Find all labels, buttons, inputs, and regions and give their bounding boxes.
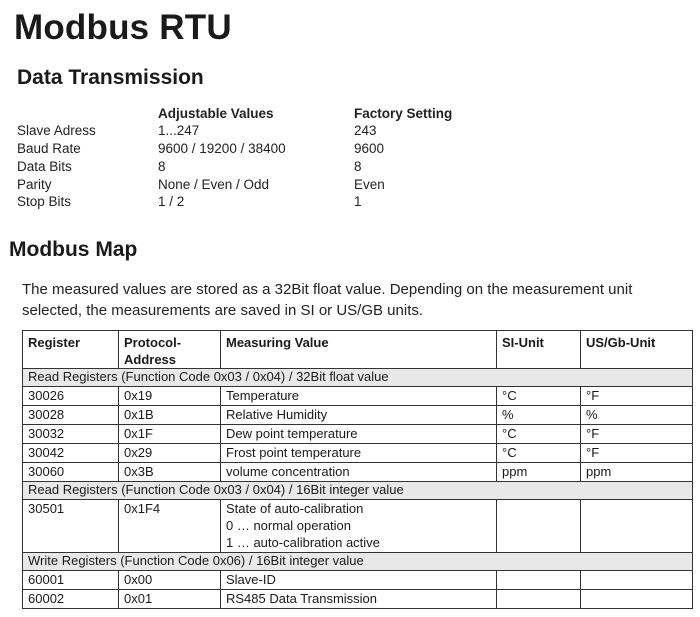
cell-si: %	[497, 406, 581, 425]
row-adjustable: 1...247	[158, 123, 200, 138]
row-label: Slave Adress	[17, 123, 96, 138]
row-adjustable: 9600 / 19200 / 38400	[158, 141, 286, 156]
cell-si: °C	[497, 425, 581, 444]
cell-address: 0x01	[119, 590, 221, 609]
cell-us: °F	[581, 387, 693, 406]
row-label: Data Bits	[17, 159, 72, 174]
table-row	[23, 571, 693, 590]
header-protocol-line1: Protocol-	[124, 335, 182, 350]
cell-value: volume concentration	[221, 463, 497, 482]
section-row	[23, 482, 693, 500]
cell-si	[497, 571, 581, 590]
header-measuring-value: Measuring Value	[221, 331, 497, 369]
col-factory-header: Factory Setting	[354, 106, 453, 121]
modbus-map-heading: Modbus Map	[9, 238, 138, 261]
table-row	[23, 387, 693, 406]
table-header-row	[23, 331, 693, 369]
cell-register: 60001	[23, 571, 119, 590]
cell-us: %	[581, 406, 693, 425]
cell-register: 30026	[23, 387, 119, 406]
header-us-unit: US/Gb-Unit	[581, 331, 693, 369]
cell-value: Relative Humidity	[221, 406, 497, 425]
modbus-map-table	[22, 330, 693, 609]
table-row	[23, 425, 693, 444]
cell-us: °F	[581, 425, 693, 444]
page-title: Modbus RTU	[14, 8, 232, 47]
modbus-map-intro: The measured values are stored as a 32Bit float value. Depending on the measurement unit selected, the measurements are saved in SI or US/GB units.	[22, 281, 633, 319]
cell-value-line: 0 … normal operation	[226, 518, 352, 533]
table-row	[23, 444, 693, 463]
table-row	[23, 590, 693, 609]
header-protocol-line2: Address	[124, 352, 177, 367]
cell-register: 30042	[23, 444, 119, 463]
row-factory: 8	[354, 159, 362, 174]
row-adjustable: 1 / 2	[158, 194, 185, 209]
cell-register: 30028	[23, 406, 119, 425]
table-row	[23, 463, 693, 482]
cell-si	[497, 500, 581, 553]
cell-us	[581, 500, 693, 553]
row-factory: 9600	[354, 141, 385, 156]
cell-address: 0x29	[119, 444, 221, 463]
header-si-unit: SI-Unit	[497, 331, 581, 369]
cell-address: 0x00	[119, 571, 221, 590]
section-row	[23, 369, 693, 387]
row-label: Baud Rate	[17, 141, 81, 156]
section-title: Write Registers (Function Code 0x06) / 16Bit integer value	[23, 553, 693, 571]
cell-address: 0x19	[119, 387, 221, 406]
row-factory: 243	[354, 123, 377, 138]
section-title: Read Registers (Function Code 0x03 / 0x04) / 16Bit integer value	[23, 482, 693, 500]
cell-value-line: State of auto-calibration	[226, 501, 364, 516]
header-protocol-address	[119, 331, 221, 369]
cell-address: 0x1F	[119, 425, 221, 444]
cell-value: Frost point temperature	[221, 444, 497, 463]
cell-address: 0x3B	[119, 463, 221, 482]
cell-us	[581, 590, 693, 609]
cell-address: 0x1F4	[119, 500, 221, 553]
cell-si	[497, 590, 581, 609]
row-label: Stop Bits	[17, 194, 72, 209]
cell-register: 30501	[23, 500, 119, 553]
table-row	[23, 500, 693, 553]
cell-register: 30060	[23, 463, 119, 482]
cell-si: °C	[497, 444, 581, 463]
cell-register: 60002	[23, 590, 119, 609]
table-row	[23, 406, 693, 425]
cell-us	[581, 571, 693, 590]
col-adjustable-header: Adjustable Values	[158, 106, 274, 121]
data-transmission-heading: Data Transmission	[17, 66, 204, 89]
row-factory: 1	[354, 194, 362, 209]
header-register: Register	[23, 331, 119, 369]
cell-value	[221, 500, 497, 553]
section-row	[23, 553, 693, 571]
cell-value: Temperature	[221, 387, 497, 406]
cell-value-line: 1 … auto-calibration active	[226, 535, 380, 550]
cell-address: 0x1B	[119, 406, 221, 425]
section-title: Read Registers (Function Code 0x03 / 0x04) / 32Bit float value	[23, 369, 693, 387]
row-label: Parity	[17, 177, 52, 192]
cell-value: Slave-ID	[221, 571, 497, 590]
cell-si: °C	[497, 387, 581, 406]
cell-us: ppm	[581, 463, 693, 482]
row-adjustable: None / Even / Odd	[158, 177, 270, 192]
cell-us: °F	[581, 444, 693, 463]
row-factory: Even	[354, 177, 385, 192]
cell-si: ppm	[497, 463, 581, 482]
cell-value: RS485 Data Transmission	[221, 590, 497, 609]
cell-register: 30032	[23, 425, 119, 444]
row-adjustable: 8	[158, 159, 166, 174]
cell-value: Dew point temperature	[221, 425, 497, 444]
